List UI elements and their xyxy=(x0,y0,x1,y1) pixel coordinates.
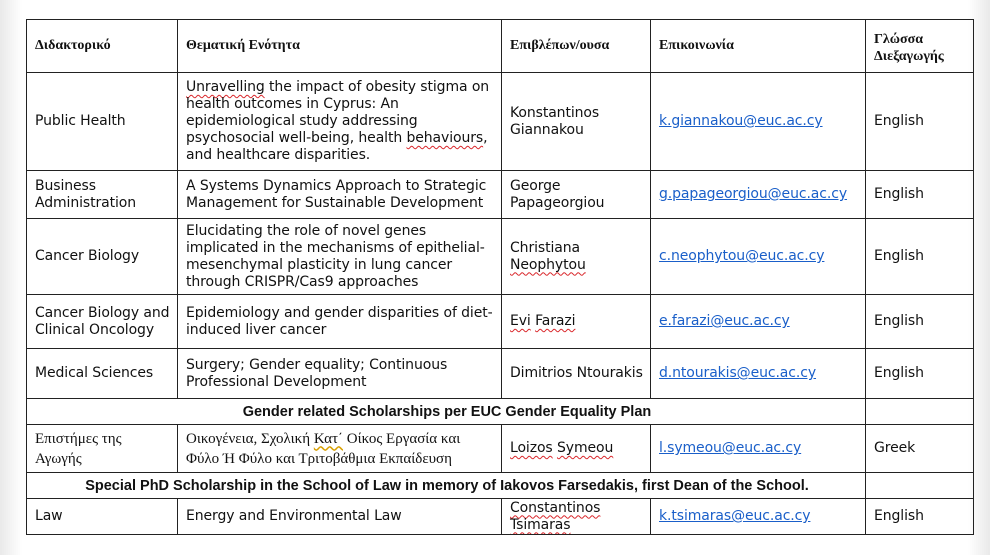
supervisor-cell: Konstantinos Giannakou xyxy=(502,73,651,171)
table-row xyxy=(27,73,974,171)
email-link[interactable]: c.neophytou@euc.ac.cy xyxy=(659,248,825,264)
language-cell: English xyxy=(866,349,974,399)
program-cell: Public Health xyxy=(27,73,178,171)
contact-cell xyxy=(651,219,866,295)
contact-cell xyxy=(651,425,866,473)
section-row xyxy=(27,399,974,425)
supervisor-cell xyxy=(502,425,651,473)
header-program: Διδακτορικό xyxy=(27,20,178,73)
program-cell: Law xyxy=(27,499,178,535)
table-row xyxy=(27,219,974,295)
language-cell: English xyxy=(866,73,974,171)
topic-cell: Surgery; Gender equality; Continuous Professional Development xyxy=(178,349,502,399)
spellcheck-word: Loizos xyxy=(510,440,553,456)
language-cell: English xyxy=(866,219,974,295)
topic-cell: Epidemiology and gender disparities of diet-induced liver cancer xyxy=(178,295,502,349)
topic-cell: Elucidating the role of novel genes implicated in the mechanisms of epithelial-mesenchymal plasticity in lung cancer through CRISPR/Cas9 approaches xyxy=(178,219,502,295)
email-link[interactable]: k.tsimaras@euc.ac.cy xyxy=(659,508,811,524)
program-cell: Medical Sciences xyxy=(27,349,178,399)
topic-text: , and healthcare disparities. xyxy=(186,130,488,163)
spellcheck-word: Constantinos xyxy=(510,499,601,516)
section-row xyxy=(27,473,974,499)
spellcheck-word: Tsimaras xyxy=(510,516,571,533)
supervisor-first: Christiana xyxy=(510,239,580,256)
contact-cell xyxy=(651,499,866,535)
topic-cell xyxy=(178,425,502,473)
header-row xyxy=(27,20,974,73)
table-row xyxy=(27,425,974,473)
program-cell: Cancer Biology xyxy=(27,219,178,295)
topic-cell: A Systems Dynamics Approach to Strategic Management for Sustainable Development xyxy=(178,171,502,219)
email-link[interactable]: g.papageorgiou@euc.ac.cy xyxy=(659,186,848,202)
program-cell: Επιστήμες της Αγωγής xyxy=(27,425,178,473)
contact-cell xyxy=(651,73,866,171)
table-row xyxy=(27,349,974,399)
topic-text: the impact of obesity stigma on health outcomes in Cyprus: An epidemiological study addressing psychosocial well-being, health xyxy=(186,79,490,146)
email-link[interactable]: l.symeou@euc.ac.cy xyxy=(659,440,802,456)
program-cell: Business Administration xyxy=(27,171,178,219)
spellcheck-word: Neophytou xyxy=(510,256,586,273)
spellcheck-word: Symeou xyxy=(556,440,614,456)
table-row xyxy=(27,499,974,535)
supervisor-cell xyxy=(502,219,651,295)
contact-cell xyxy=(651,171,866,219)
spellcheck-word: Evi xyxy=(510,313,531,329)
table-row xyxy=(27,171,974,219)
topic-text: Οικογένεια, Σχολική xyxy=(186,430,314,447)
supervisor-cell: Dimitrios Ntourakis xyxy=(502,349,651,399)
header-topic: Θεματική Ενότητα xyxy=(178,20,502,73)
language-cell: English xyxy=(866,171,974,219)
topic-cell: Energy and Environmental Law xyxy=(178,499,502,535)
empty-cell xyxy=(866,399,974,425)
language-cell: English xyxy=(866,295,974,349)
spellcheck-word: Unravelling xyxy=(186,79,265,95)
empty-cell xyxy=(866,473,974,499)
header-contact: Επικοινωνία xyxy=(651,20,866,73)
spellcheck-word: Farazi xyxy=(535,313,576,329)
header-supervisor: Επιβλέπων/ουσα xyxy=(502,20,651,73)
language-cell: Greek xyxy=(866,425,974,473)
supervisor-cell xyxy=(502,499,651,535)
program-cell: Cancer Biology and Clinical Oncology xyxy=(27,295,178,349)
table-row xyxy=(27,295,974,349)
section-heading-law: Special PhD Scholarship in the School of Law in memory of Iakovos Farsedakis, first Dean of the School. xyxy=(27,473,866,499)
header-language: Γλώσσα Διεξαγωγής xyxy=(866,20,974,73)
supervisor-cell xyxy=(502,295,651,349)
spellcheck-word: Κατ΄ xyxy=(313,430,344,447)
language-cell: English xyxy=(866,499,974,535)
email-link[interactable]: e.farazi@euc.ac.cy xyxy=(659,313,790,329)
topic-text: Οίκος Εργασία και Φύλο Ή Φύλο και Τριτοβάθμια Εκπαίδευση xyxy=(186,430,461,467)
contact-cell xyxy=(651,349,866,399)
contact-cell xyxy=(651,295,866,349)
topic-cell xyxy=(178,73,502,171)
email-link[interactable]: k.giannakou@euc.ac.cy xyxy=(659,113,823,129)
supervisor-cell: George Papageorgiou xyxy=(502,171,651,219)
section-heading-gender: Gender related Scholarships per EUC Gender Equality Plan xyxy=(27,399,866,425)
email-link[interactable]: d.ntourakis@euc.ac.cy xyxy=(659,365,817,381)
scholarship-table xyxy=(26,19,974,535)
spellcheck-word: behaviours xyxy=(406,130,484,146)
